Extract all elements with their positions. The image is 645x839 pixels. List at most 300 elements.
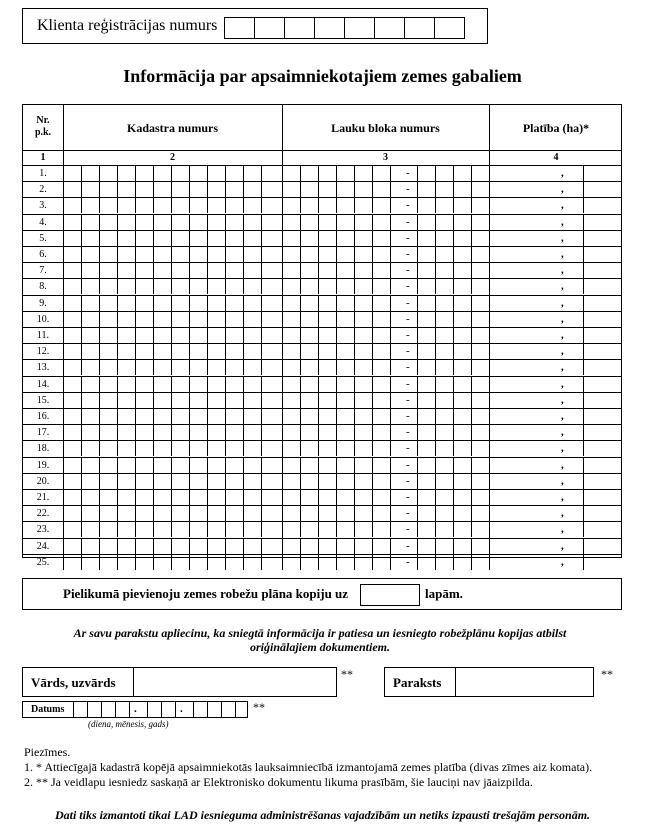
cadastre-cell[interactable]	[135, 182, 154, 197]
cadastre-cell[interactable]	[63, 166, 82, 181]
field-block-cell[interactable]	[417, 344, 436, 359]
field-block-cell[interactable]	[336, 263, 355, 278]
cadastre-cell[interactable]	[243, 506, 262, 521]
cadastre-cell[interactable]	[99, 182, 118, 197]
field-block-cell[interactable]	[318, 458, 337, 473]
cadastre-cell[interactable]	[225, 312, 244, 327]
field-block-cell[interactable]	[417, 393, 436, 408]
cadastre-cell[interactable]	[243, 377, 262, 392]
field-block-cell[interactable]	[435, 539, 454, 554]
cadastre-cell[interactable]	[243, 360, 262, 375]
field-block-cell[interactable]	[471, 247, 490, 262]
area-decimal-cell[interactable]	[583, 215, 624, 230]
field-block-cell[interactable]	[390, 215, 418, 230]
cadastre-cell[interactable]	[81, 247, 100, 262]
field-block-cell[interactable]	[471, 312, 490, 327]
field-block-cell[interactable]	[372, 506, 391, 521]
area-integer-cell[interactable]	[489, 539, 554, 554]
cadastre-cell[interactable]	[63, 522, 82, 537]
field-block-cell[interactable]	[372, 279, 391, 294]
field-block-cell[interactable]	[318, 474, 337, 489]
field-block-cell[interactable]	[300, 474, 319, 489]
cadastre-cell[interactable]	[225, 231, 244, 246]
area-decimal-cell[interactable]	[583, 393, 624, 408]
area-decimal-cell[interactable]	[583, 474, 624, 489]
field-block-cell[interactable]	[390, 231, 418, 246]
cadastre-cell[interactable]	[153, 182, 172, 197]
cadastre-cell[interactable]	[63, 182, 82, 197]
date-digit-cell[interactable]	[161, 702, 176, 717]
field-block-cell[interactable]	[300, 247, 319, 262]
cadastre-cell[interactable]	[243, 539, 262, 554]
cadastre-cell[interactable]	[135, 198, 154, 213]
field-block-cell[interactable]	[417, 166, 436, 181]
area-decimal-cell[interactable]	[583, 296, 624, 311]
cadastre-cell[interactable]	[261, 247, 283, 262]
field-block-cell[interactable]	[372, 393, 391, 408]
cadastre-cell[interactable]	[225, 377, 244, 392]
area-integer-cell[interactable]	[489, 393, 554, 408]
cadastre-cell[interactable]	[135, 490, 154, 505]
cadastre-cell[interactable]	[225, 166, 244, 181]
cadastre-cell[interactable]	[225, 344, 244, 359]
field-block-cell[interactable]	[435, 409, 454, 424]
cadastre-cell[interactable]	[99, 360, 118, 375]
field-block-cell[interactable]	[471, 458, 490, 473]
client-registration-cell[interactable]	[404, 17, 435, 39]
cadastre-cell[interactable]	[225, 182, 244, 197]
cadastre-cell[interactable]	[261, 215, 283, 230]
cadastre-cell[interactable]	[261, 506, 283, 521]
cadastre-cell[interactable]	[171, 166, 190, 181]
field-block-cell[interactable]	[435, 474, 454, 489]
cadastre-cell[interactable]	[171, 506, 190, 521]
field-block-cell[interactable]	[417, 247, 436, 262]
cadastre-cell[interactable]	[153, 506, 172, 521]
cadastre-cell[interactable]	[171, 474, 190, 489]
cadastre-cell[interactable]	[171, 360, 190, 375]
cadastre-cell[interactable]	[207, 166, 226, 181]
cadastre-cell[interactable]	[243, 279, 262, 294]
area-decimal-cell[interactable]	[583, 441, 624, 456]
cadastre-cell[interactable]	[153, 555, 172, 570]
field-block-cell[interactable]	[300, 393, 319, 408]
field-block-cell[interactable]	[453, 441, 472, 456]
field-block-cell[interactable]	[453, 279, 472, 294]
field-block-cell[interactable]	[453, 182, 472, 197]
field-block-cell[interactable]	[471, 296, 490, 311]
cadastre-cell[interactable]	[81, 409, 100, 424]
field-block-cell[interactable]	[435, 296, 454, 311]
cadastre-cell[interactable]	[153, 312, 172, 327]
field-block-cell[interactable]	[372, 263, 391, 278]
cadastre-cell[interactable]	[189, 166, 208, 181]
cadastre-cell[interactable]	[243, 555, 262, 570]
field-block-cell[interactable]	[453, 247, 472, 262]
field-block-cell[interactable]	[471, 328, 490, 343]
field-block-cell[interactable]	[390, 425, 418, 440]
field-block-cell[interactable]	[471, 215, 490, 230]
cadastre-cell[interactable]	[153, 458, 172, 473]
field-block-cell[interactable]	[282, 393, 301, 408]
field-block-cell[interactable]	[300, 312, 319, 327]
cadastre-cell[interactable]	[81, 263, 100, 278]
field-block-cell[interactable]	[282, 539, 301, 554]
cadastre-cell[interactable]	[135, 539, 154, 554]
cadastre-cell[interactable]	[225, 360, 244, 375]
cadastre-cell[interactable]	[243, 328, 262, 343]
cadastre-cell[interactable]	[261, 231, 283, 246]
cadastre-cell[interactable]	[243, 409, 262, 424]
cadastre-cell[interactable]	[261, 182, 283, 197]
field-block-cell[interactable]	[336, 506, 355, 521]
field-block-cell[interactable]	[300, 328, 319, 343]
field-block-cell[interactable]	[282, 441, 301, 456]
field-block-cell[interactable]	[453, 377, 472, 392]
cadastre-cell[interactable]	[207, 328, 226, 343]
area-decimal-cell[interactable]	[583, 522, 624, 537]
field-block-cell[interactable]	[336, 215, 355, 230]
cadastre-cell[interactable]	[243, 490, 262, 505]
field-block-cell[interactable]	[390, 344, 418, 359]
field-block-cell[interactable]	[372, 247, 391, 262]
cadastre-cell[interactable]	[117, 247, 136, 262]
field-block-cell[interactable]	[318, 539, 337, 554]
field-block-cell[interactable]	[300, 198, 319, 213]
cadastre-cell[interactable]	[171, 328, 190, 343]
cadastre-cell[interactable]	[189, 263, 208, 278]
cadastre-cell[interactable]	[189, 296, 208, 311]
field-block-cell[interactable]	[318, 377, 337, 392]
field-block-cell[interactable]	[354, 231, 373, 246]
field-block-cell[interactable]	[318, 441, 337, 456]
cadastre-cell[interactable]	[261, 377, 283, 392]
field-block-cell[interactable]	[471, 555, 490, 570]
field-block-cell[interactable]	[354, 166, 373, 181]
cadastre-cell[interactable]	[63, 263, 82, 278]
field-block-cell[interactable]	[372, 441, 391, 456]
cadastre-cell[interactable]	[135, 425, 154, 440]
field-block-cell[interactable]	[435, 263, 454, 278]
cadastre-cell[interactable]	[153, 393, 172, 408]
cadastre-cell[interactable]	[225, 441, 244, 456]
cadastre-cell[interactable]	[225, 506, 244, 521]
cadastre-cell[interactable]	[171, 344, 190, 359]
cadastre-cell[interactable]	[189, 231, 208, 246]
cadastre-cell[interactable]	[135, 231, 154, 246]
field-block-cell[interactable]	[282, 344, 301, 359]
cadastre-cell[interactable]	[189, 458, 208, 473]
area-decimal-cell[interactable]	[583, 231, 624, 246]
cadastre-cell[interactable]	[189, 344, 208, 359]
cadastre-cell[interactable]	[225, 328, 244, 343]
field-block-cell[interactable]	[471, 377, 490, 392]
field-block-cell[interactable]	[417, 555, 436, 570]
cadastre-cell[interactable]	[117, 490, 136, 505]
cadastre-cell[interactable]	[81, 441, 100, 456]
field-block-cell[interactable]	[435, 458, 454, 473]
cadastre-cell[interactable]	[225, 215, 244, 230]
field-block-cell[interactable]	[390, 409, 418, 424]
cadastre-cell[interactable]	[207, 360, 226, 375]
field-block-cell[interactable]	[471, 344, 490, 359]
field-block-cell[interactable]	[453, 393, 472, 408]
cadastre-cell[interactable]	[225, 555, 244, 570]
field-block-cell[interactable]	[282, 166, 301, 181]
field-block-cell[interactable]	[354, 490, 373, 505]
cadastre-cell[interactable]	[261, 474, 283, 489]
field-block-cell[interactable]	[354, 393, 373, 408]
cadastre-cell[interactable]	[63, 474, 82, 489]
cadastre-cell[interactable]	[81, 393, 100, 408]
field-block-cell[interactable]	[282, 458, 301, 473]
area-decimal-cell[interactable]	[583, 279, 624, 294]
area-decimal-cell[interactable]	[583, 344, 624, 359]
field-block-cell[interactable]	[354, 344, 373, 359]
field-block-cell[interactable]	[435, 506, 454, 521]
field-block-cell[interactable]	[372, 522, 391, 537]
field-block-cell[interactable]	[435, 425, 454, 440]
cadastre-cell[interactable]	[171, 458, 190, 473]
cadastre-cell[interactable]	[153, 490, 172, 505]
cadastre-cell[interactable]	[99, 344, 118, 359]
area-integer-cell[interactable]	[489, 312, 554, 327]
cadastre-cell[interactable]	[243, 441, 262, 456]
field-block-cell[interactable]	[300, 506, 319, 521]
cadastre-cell[interactable]	[81, 279, 100, 294]
cadastre-cell[interactable]	[189, 506, 208, 521]
field-block-cell[interactable]	[354, 555, 373, 570]
field-block-cell[interactable]	[354, 360, 373, 375]
field-block-cell[interactable]	[336, 377, 355, 392]
field-block-cell[interactable]	[435, 555, 454, 570]
field-block-cell[interactable]	[336, 522, 355, 537]
cadastre-cell[interactable]	[117, 166, 136, 181]
field-block-cell[interactable]	[300, 344, 319, 359]
field-block-cell[interactable]	[318, 231, 337, 246]
cadastre-cell[interactable]	[117, 458, 136, 473]
cadastre-cell[interactable]	[81, 296, 100, 311]
field-block-cell[interactable]	[282, 215, 301, 230]
cadastre-cell[interactable]	[171, 441, 190, 456]
cadastre-cell[interactable]	[63, 344, 82, 359]
field-block-cell[interactable]	[471, 279, 490, 294]
cadastre-cell[interactable]	[99, 490, 118, 505]
area-decimal-cell[interactable]	[583, 490, 624, 505]
field-block-cell[interactable]	[372, 231, 391, 246]
cadastre-cell[interactable]	[117, 344, 136, 359]
cadastre-cell[interactable]	[261, 425, 283, 440]
cadastre-cell[interactable]	[171, 409, 190, 424]
field-block-cell[interactable]	[417, 539, 436, 554]
area-integer-cell[interactable]	[489, 182, 554, 197]
cadastre-cell[interactable]	[81, 215, 100, 230]
cadastre-cell[interactable]	[243, 522, 262, 537]
field-block-cell[interactable]	[372, 312, 391, 327]
cadastre-cell[interactable]	[135, 344, 154, 359]
field-block-cell[interactable]	[435, 182, 454, 197]
area-integer-cell[interactable]	[489, 474, 554, 489]
field-block-cell[interactable]	[390, 555, 418, 570]
cadastre-cell[interactable]	[81, 312, 100, 327]
cadastre-cell[interactable]	[117, 263, 136, 278]
cadastre-cell[interactable]	[153, 344, 172, 359]
field-block-cell[interactable]	[318, 296, 337, 311]
area-decimal-cell[interactable]	[583, 425, 624, 440]
cadastre-cell[interactable]	[189, 474, 208, 489]
field-block-cell[interactable]	[453, 506, 472, 521]
cadastre-cell[interactable]	[63, 425, 82, 440]
cadastre-cell[interactable]	[99, 522, 118, 537]
cadastre-cell[interactable]	[171, 425, 190, 440]
cadastre-cell[interactable]	[261, 409, 283, 424]
area-decimal-cell[interactable]	[583, 312, 624, 327]
field-block-cell[interactable]	[435, 490, 454, 505]
cadastre-cell[interactable]	[207, 263, 226, 278]
field-block-cell[interactable]	[372, 182, 391, 197]
field-block-cell[interactable]	[417, 474, 436, 489]
field-block-cell[interactable]	[435, 344, 454, 359]
cadastre-cell[interactable]	[135, 279, 154, 294]
cadastre-cell[interactable]	[153, 425, 172, 440]
cadastre-cell[interactable]	[225, 279, 244, 294]
area-decimal-cell[interactable]	[583, 409, 624, 424]
field-block-cell[interactable]	[318, 506, 337, 521]
cadastre-cell[interactable]	[207, 522, 226, 537]
cadastre-cell[interactable]	[81, 377, 100, 392]
cadastre-cell[interactable]	[99, 409, 118, 424]
field-block-cell[interactable]	[453, 425, 472, 440]
cadastre-cell[interactable]	[63, 490, 82, 505]
field-block-cell[interactable]	[453, 198, 472, 213]
cadastre-cell[interactable]	[153, 215, 172, 230]
field-block-cell[interactable]	[354, 247, 373, 262]
cadastre-cell[interactable]	[171, 490, 190, 505]
cadastre-cell[interactable]	[171, 296, 190, 311]
cadastre-cell[interactable]	[189, 522, 208, 537]
cadastre-cell[interactable]	[99, 166, 118, 181]
field-block-cell[interactable]	[372, 425, 391, 440]
cadastre-cell[interactable]	[261, 263, 283, 278]
field-block-cell[interactable]	[336, 328, 355, 343]
cadastre-cell[interactable]	[81, 166, 100, 181]
cadastre-cell[interactable]	[207, 215, 226, 230]
field-block-cell[interactable]	[354, 506, 373, 521]
field-block-cell[interactable]	[336, 393, 355, 408]
cadastre-cell[interactable]	[189, 198, 208, 213]
cadastre-cell[interactable]	[153, 522, 172, 537]
cadastre-cell[interactable]	[117, 409, 136, 424]
cadastre-cell[interactable]	[189, 215, 208, 230]
field-block-cell[interactable]	[417, 458, 436, 473]
field-block-cell[interactable]	[318, 312, 337, 327]
cadastre-cell[interactable]	[135, 215, 154, 230]
cadastre-cell[interactable]	[207, 231, 226, 246]
cadastre-cell[interactable]	[189, 490, 208, 505]
cadastre-cell[interactable]	[117, 377, 136, 392]
cadastre-cell[interactable]	[261, 312, 283, 327]
cadastre-cell[interactable]	[153, 539, 172, 554]
field-block-cell[interactable]	[282, 279, 301, 294]
area-decimal-cell[interactable]	[583, 198, 624, 213]
area-decimal-cell[interactable]	[583, 539, 624, 554]
field-block-cell[interactable]	[336, 458, 355, 473]
field-block-cell[interactable]	[282, 555, 301, 570]
cadastre-cell[interactable]	[135, 328, 154, 343]
field-block-cell[interactable]	[390, 506, 418, 521]
field-block-cell[interactable]	[372, 458, 391, 473]
field-block-cell[interactable]	[318, 344, 337, 359]
cadastre-cell[interactable]	[117, 441, 136, 456]
field-block-cell[interactable]	[471, 198, 490, 213]
field-block-cell[interactable]	[453, 474, 472, 489]
cadastre-cell[interactable]	[189, 539, 208, 554]
cadastre-cell[interactable]	[153, 263, 172, 278]
field-block-cell[interactable]	[336, 166, 355, 181]
client-registration-cell[interactable]	[434, 17, 465, 39]
cadastre-cell[interactable]	[225, 393, 244, 408]
field-block-cell[interactable]	[318, 182, 337, 197]
cadastre-cell[interactable]	[153, 166, 172, 181]
cadastre-cell[interactable]	[99, 441, 118, 456]
cadastre-cell[interactable]	[243, 474, 262, 489]
field-block-cell[interactable]	[417, 360, 436, 375]
field-block-cell[interactable]	[471, 231, 490, 246]
field-block-cell[interactable]	[372, 490, 391, 505]
cadastre-cell[interactable]	[63, 312, 82, 327]
field-block-cell[interactable]	[417, 182, 436, 197]
cadastre-cell[interactable]	[225, 263, 244, 278]
field-block-cell[interactable]	[354, 263, 373, 278]
field-block-cell[interactable]	[372, 377, 391, 392]
cadastre-cell[interactable]	[261, 441, 283, 456]
cadastre-cell[interactable]	[153, 328, 172, 343]
cadastre-cell[interactable]	[117, 312, 136, 327]
field-block-cell[interactable]	[336, 231, 355, 246]
cadastre-cell[interactable]	[171, 312, 190, 327]
field-block-cell[interactable]	[336, 441, 355, 456]
cadastre-cell[interactable]	[189, 393, 208, 408]
field-block-cell[interactable]	[417, 506, 436, 521]
field-block-cell[interactable]	[336, 425, 355, 440]
field-block-cell[interactable]	[435, 377, 454, 392]
cadastre-cell[interactable]	[171, 539, 190, 554]
field-block-cell[interactable]	[471, 522, 490, 537]
cadastre-cell[interactable]	[99, 555, 118, 570]
cadastre-cell[interactable]	[99, 328, 118, 343]
cadastre-cell[interactable]	[135, 166, 154, 181]
field-block-cell[interactable]	[372, 215, 391, 230]
cadastre-cell[interactable]	[189, 360, 208, 375]
cadastre-cell[interactable]	[81, 360, 100, 375]
cadastre-cell[interactable]	[81, 506, 100, 521]
field-block-cell[interactable]	[390, 166, 418, 181]
attachment-pages-input[interactable]	[360, 584, 420, 606]
field-block-cell[interactable]	[390, 522, 418, 537]
cadastre-cell[interactable]	[225, 296, 244, 311]
field-block-cell[interactable]	[453, 539, 472, 554]
field-block-cell[interactable]	[417, 441, 436, 456]
field-block-cell[interactable]	[354, 441, 373, 456]
field-block-cell[interactable]	[318, 360, 337, 375]
field-block-cell[interactable]	[282, 263, 301, 278]
field-block-cell[interactable]	[336, 182, 355, 197]
field-block-cell[interactable]	[354, 312, 373, 327]
field-block-cell[interactable]	[453, 360, 472, 375]
client-registration-cell[interactable]	[284, 17, 315, 39]
cadastre-cell[interactable]	[189, 425, 208, 440]
client-registration-cell[interactable]	[254, 17, 285, 39]
